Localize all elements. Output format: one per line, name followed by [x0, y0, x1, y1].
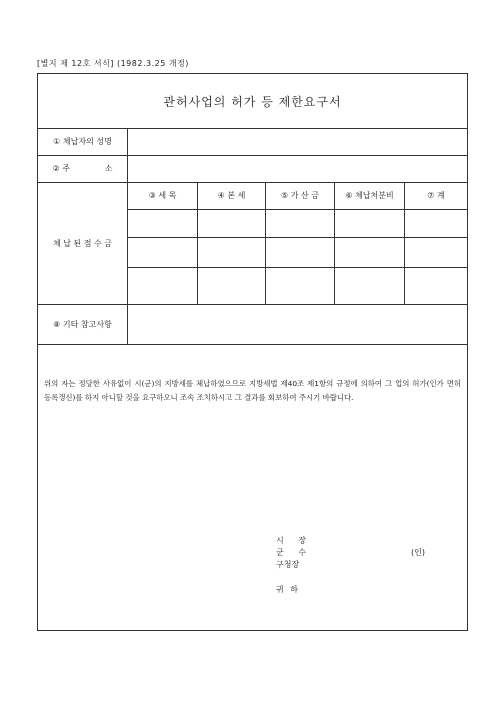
address-label-end: 소 — [104, 164, 113, 173]
tax-col-header: ⑥ 체납처분비 — [335, 182, 404, 210]
address-label-num: ② 주 — [52, 164, 70, 173]
tax-col-header: ③ 세 목 — [128, 182, 197, 210]
tax-col-total — [405, 182, 467, 304]
other-notes-label: ⑧ 기타 참고사항 — [38, 304, 128, 344]
seal-mark: (인) — [411, 548, 425, 557]
tax-cell — [128, 268, 197, 304]
tax-cell — [335, 210, 404, 238]
tax-cell — [198, 210, 265, 238]
request-form — [37, 73, 468, 631]
tax-cell — [128, 210, 197, 238]
row-delinquent-amount — [38, 182, 467, 305]
tax-cell — [405, 268, 467, 304]
tax-col-item — [128, 182, 198, 304]
tax-cell — [266, 238, 334, 268]
recipient-line: 귀 하 — [276, 585, 298, 594]
signature-district-head: 구청장 — [276, 560, 300, 569]
row-taxpayer-name — [38, 128, 467, 156]
tax-cell — [198, 238, 265, 268]
tax-cell — [128, 238, 197, 268]
row-other-notes — [38, 304, 467, 345]
tax-col-disposition-fee — [335, 182, 405, 304]
tax-cell — [335, 268, 404, 304]
tax-cell — [335, 238, 404, 268]
row-address — [38, 155, 467, 183]
tax-col-header: ⑤ 가 산 금 — [266, 182, 334, 210]
tax-cell — [266, 268, 334, 304]
signature-mayor: 시 장 — [276, 536, 306, 545]
tax-cell — [405, 210, 467, 238]
request-body-text: 위의 자는 정당한 사유없이 시(군)의 지방세를 체납하였으므로 지방세법 제40조 제1항의 규정에 의하여 그 업의 허가(인가 면허 등록갱신)를 하지 아니할 것을 요구하오니 조속 조치하시고 그 결과를 회보하여 주시기 바랍니다. — [44, 379, 461, 402]
form-title: 관허사업의 허가 등 제한요구서 — [163, 94, 342, 109]
delinquent-amount-label: 체 납 된 점 수 금 — [38, 182, 128, 304]
tax-cell — [266, 210, 334, 238]
tax-col-header: ⑦ 계 — [405, 182, 467, 210]
tax-cell — [198, 268, 265, 304]
tax-col-surcharge — [266, 182, 335, 304]
tax-col-header: ④ 본 세 — [198, 182, 265, 210]
request-body — [38, 377, 467, 405]
signature-county-head: 군 수 — [276, 548, 306, 557]
taxpayer-name-label: ① 체납자의 성명 — [38, 128, 128, 155]
tax-cell — [405, 238, 467, 268]
tax-col-principal — [198, 182, 266, 304]
signature-titles — [276, 535, 306, 571]
tax-amount-grid — [128, 182, 467, 304]
form-header-note: [별지 제 12호 서식] (1982.3.25 개정) — [37, 59, 189, 68]
title-row — [38, 74, 467, 129]
address-label — [38, 155, 128, 182]
